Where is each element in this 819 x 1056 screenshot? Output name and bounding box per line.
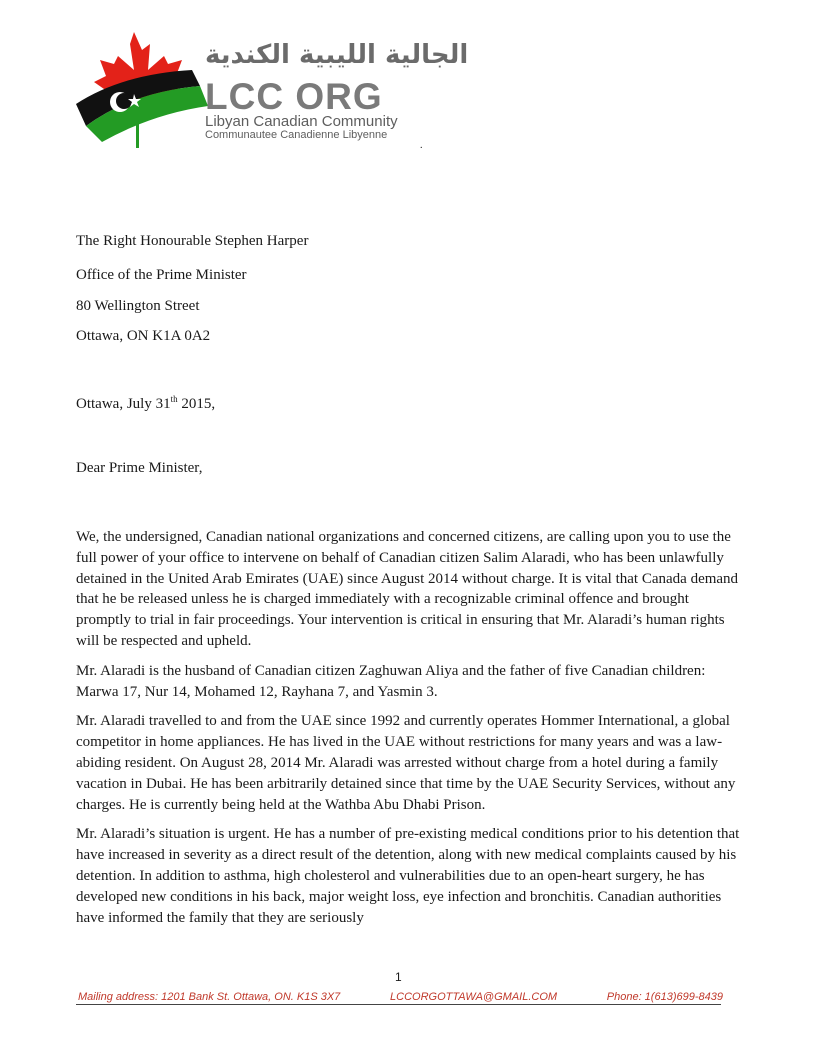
footer-phone: Phone: 1(613)699-8439 (606, 991, 723, 1003)
letter-body (76, 527, 746, 937)
logo-org-text: LCC ORG (205, 76, 383, 117)
recipient-city: Ottawa, ON K1A 0A2 (76, 328, 211, 344)
logo-english-text: Libyan Canadian Community (205, 113, 398, 130)
letter-footer (78, 991, 723, 1003)
logo-french-text: Communautee Canadienne Libyenne (205, 129, 388, 141)
paragraph: Mr. Alaradi’s situation is urgent. He has a number of pre-existing medical conditions prior to his detention that have increased in severity as a direct result of the detention, along with new medical complaints caused by his detention. In addition to asthma, high cholesterol and vulnerabilities due to an open-heart surgery, he has developed new conditions in his back, major weight loss, eye infection and bronchitis. Canadian authorities have informed the family that they are seriously (76, 826, 740, 926)
logo-arabic-text: الجالية الليبية الكندية (205, 40, 469, 70)
recipient-name: The Right Honourable Stephen Harper (76, 233, 309, 249)
salutation: Dear Prime Minister, (76, 460, 203, 476)
stray-mark: . (420, 140, 423, 151)
letter-date: Ottawa, July 31th 2015, (76, 394, 216, 412)
paragraph: Mr. Alaradi is the husband of Canadian citizen Zaghuwan Aliya and the father of five Canadian children: Marwa 17, Nur 14, Mohamed 12, Rayhana 7, and Yasmin 3. (76, 662, 706, 700)
recipient-office: Office of the Prime Minister (76, 267, 247, 283)
footer-email: LCCORGOTTAWA@GMAIL.COM (390, 991, 558, 1003)
footer-mailing-address: Mailing address: 1201 Bank St. Ottawa, ON. K1S 3X7 (78, 991, 341, 1003)
page-number: 1 (395, 970, 402, 984)
footer-divider (76, 1004, 721, 1005)
paragraph: We, the undersigned, Canadian national organizations and concerned citizens, are calling upon you to use the full power of your office to intervene on behalf of Canadian citizen Salim Alaradi, who has been unlawfully detained in the United Arab Emirates (UAE) since August 2014 without charge. It is vital that Canada demand that he be released unless he is charged immediately with a recognizable criminal offence and brought promptly to trial in fair proceedings. Your intervention is critical in ensuring that Mr. Alaradi’s human rights will be respected and upheld. (76, 529, 739, 649)
recipient-street: 80 Wellington Street (76, 298, 200, 314)
paragraph: Mr. Alaradi travelled to and from the UAE since 1992 and currently operates Hommer International, a global competitor in home appliances. He has lived in the UAE without restrictions for many years and was a law-abiding resident. On August 28, 2014 Mr. Alaradi was arrested without charge from a hotel during a family vacation in Dubai. He has been arbitrarily detained since that time by the UAE Security Services, without any charges. He is currently being held at the Wathba Abu Dhabi Prison. (76, 713, 736, 813)
